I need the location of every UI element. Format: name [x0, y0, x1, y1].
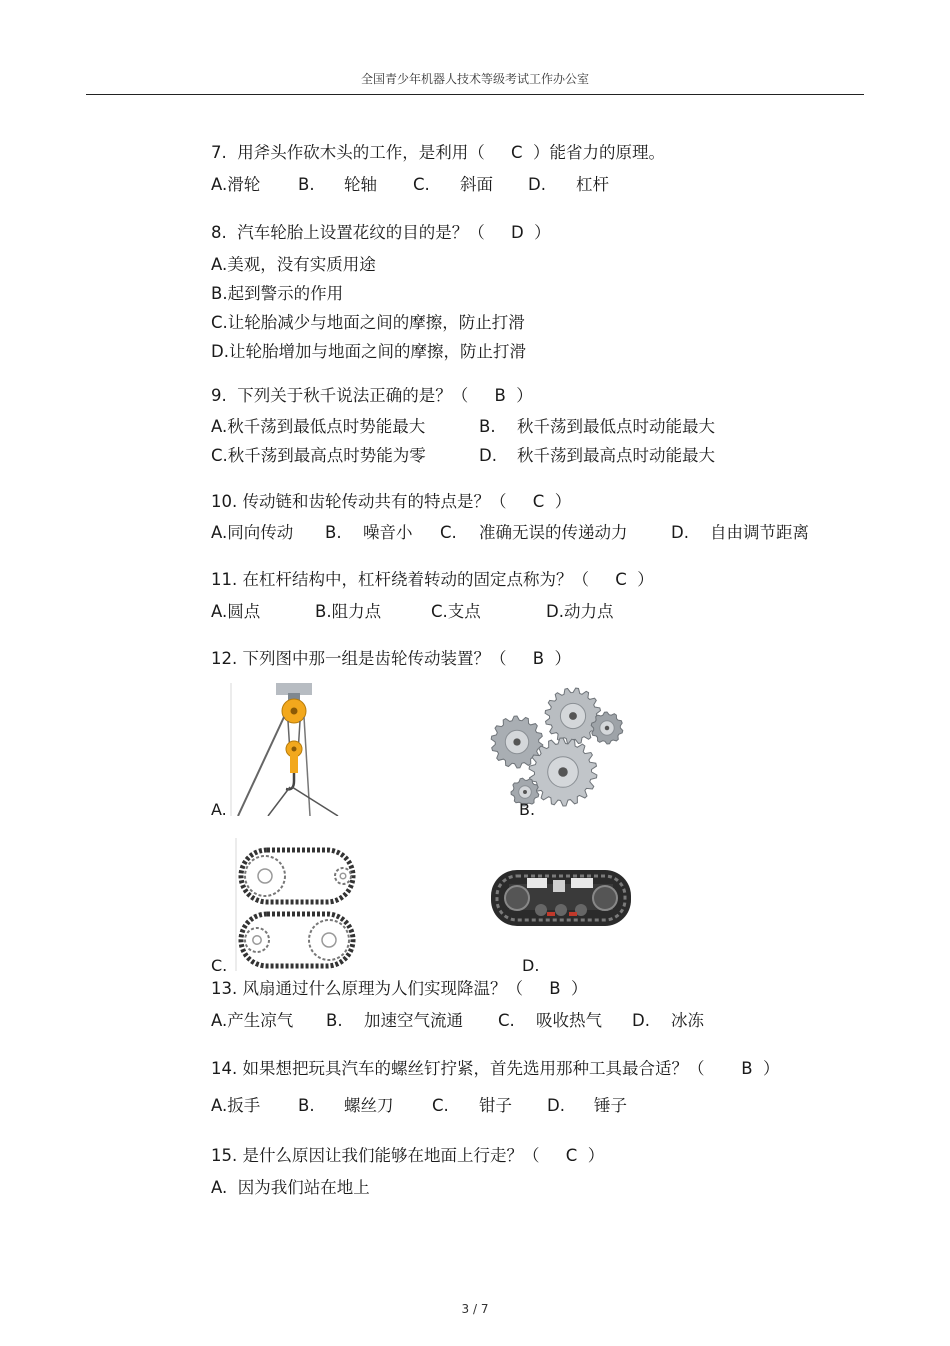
option-c-text: 斜面 — [460, 175, 493, 194]
option-a: A.扳手 — [211, 1096, 261, 1115]
option-b-text: 轮轴 — [344, 175, 377, 194]
option-c-letter: C. — [498, 1011, 515, 1030]
question-10-stem: 10. 传动链和齿轮传动共有的特点是？（ C ） — [211, 492, 572, 511]
option-b-text: 螺丝刀 — [344, 1096, 394, 1115]
option-b: B.阻力点 — [315, 602, 382, 621]
question-14-stem: 14. 如果想把玩具汽车的螺丝钉拧紧，首先选用那种工具最合适？（ B ） — [211, 1059, 780, 1078]
question-11-options — [211, 602, 691, 622]
question-12-stem: 12. 下列图中那一组是齿轮传动装置？（ B ） — [211, 649, 572, 668]
question-9-options-row1 — [211, 417, 771, 437]
option-d-text: 冰冻 — [671, 1011, 704, 1030]
question-15-stem: 15. 是什么原因让我们能够在地面上行走？（ C ） — [211, 1146, 605, 1165]
option-b-letter: B. — [325, 523, 342, 542]
option-d-letter: D. — [547, 1096, 565, 1115]
figure-d-label: D. — [522, 956, 540, 975]
figure-d-crawler-track — [487, 828, 635, 963]
question-7-options — [211, 175, 731, 195]
option-d-letter: D. — [528, 175, 546, 194]
figure-a-pulley — [230, 683, 367, 816]
figure-b-gears — [487, 682, 625, 814]
figure-c-label: C. — [211, 956, 228, 975]
question-7-stem: 7. 用斧头作砍木头的工作，是利用（ C ）能省力的原理。 — [211, 143, 665, 162]
option-b-text: 秋千荡到最低点时动能最大 — [517, 417, 715, 436]
option-c-letter: C. — [413, 175, 430, 194]
option-b-text: 加速空气流通 — [364, 1011, 463, 1030]
option-c-letter: C. — [432, 1096, 449, 1115]
page-header: 全国青少年机器人技术等级考试工作办公室 — [360, 72, 589, 86]
option-b-letter: B. — [326, 1011, 343, 1030]
question-13-stem: 13. 风扇通过什么原理为人们实现降温？（ B ） — [211, 979, 588, 998]
option-c-text: 钳子 — [479, 1096, 512, 1115]
option-d-text: 锤子 — [594, 1096, 627, 1115]
question-10-options — [211, 523, 851, 543]
figure-c-chain-drive — [235, 838, 367, 971]
option-a: A.圆点 — [211, 602, 261, 621]
page-number: 3 / 7 — [461, 1302, 489, 1316]
question-8-option-b: B.起到警示的作用 — [211, 284, 344, 303]
question-8-option-c: C.让轮胎减少与地面之间的摩擦，防止打滑 — [211, 313, 525, 332]
question-13-options — [211, 1011, 751, 1031]
option-a: A.产生凉气 — [211, 1011, 294, 1030]
option-d-letter: D. — [632, 1011, 650, 1030]
question-14-options — [211, 1096, 651, 1116]
gears-icon — [487, 682, 625, 814]
figure-a-label: A. — [211, 800, 227, 819]
question-11-stem: 11. 在杠杆结构中，杠杆绕着转动的固定点称为？（ C ） — [211, 570, 654, 589]
option-c-text: 吸收热气 — [536, 1011, 602, 1030]
question-9-stem: 9. 下列关于秋千说法正确的是？（ B ） — [211, 386, 533, 405]
option-a: A.滑轮 — [211, 175, 261, 194]
option-a: A.同向传动 — [211, 523, 294, 542]
option-c-letter: C. — [440, 523, 457, 542]
option-c: C.秋千荡到最高点时势能为零 — [211, 446, 426, 465]
option-d-text: 杠杆 — [576, 175, 609, 194]
option-b-letter: B. — [479, 417, 496, 436]
crawler-track-icon — [487, 828, 635, 963]
option-a: A.秋千荡到最低点时势能最大 — [211, 417, 426, 436]
option-d-letter: D. — [671, 523, 689, 542]
header-divider — [86, 94, 864, 95]
question-8-stem: 8. 汽车轮胎上设置花纹的目的是？（ D ） — [211, 223, 551, 242]
option-b-letter: B. — [298, 1096, 315, 1115]
question-8-option-a: A.美观，没有实质用途 — [211, 255, 376, 274]
option-d-letter: D. — [479, 446, 497, 465]
question-8-option-d: D.让轮胎增加与地面之间的摩擦，防止打滑 — [211, 342, 526, 361]
option-d-text: 自由调节距离 — [710, 523, 809, 542]
option-b-letter: B. — [298, 175, 315, 194]
option-d-text: 秋千荡到最高点时动能最大 — [517, 446, 715, 465]
option-c: C.支点 — [431, 602, 481, 621]
option-c-text: 准确无误的传递动力 — [479, 523, 628, 542]
option-d: D.动力点 — [546, 602, 614, 621]
chain-drive-icon — [235, 838, 367, 971]
figure-b-label: B. — [519, 800, 536, 819]
pulley-hoist-icon — [230, 683, 367, 816]
option-b-text: 噪音小 — [363, 523, 413, 542]
question-15-option-a: A. 因为我们站在地上 — [211, 1178, 370, 1197]
question-9-options-row2 — [211, 446, 771, 466]
